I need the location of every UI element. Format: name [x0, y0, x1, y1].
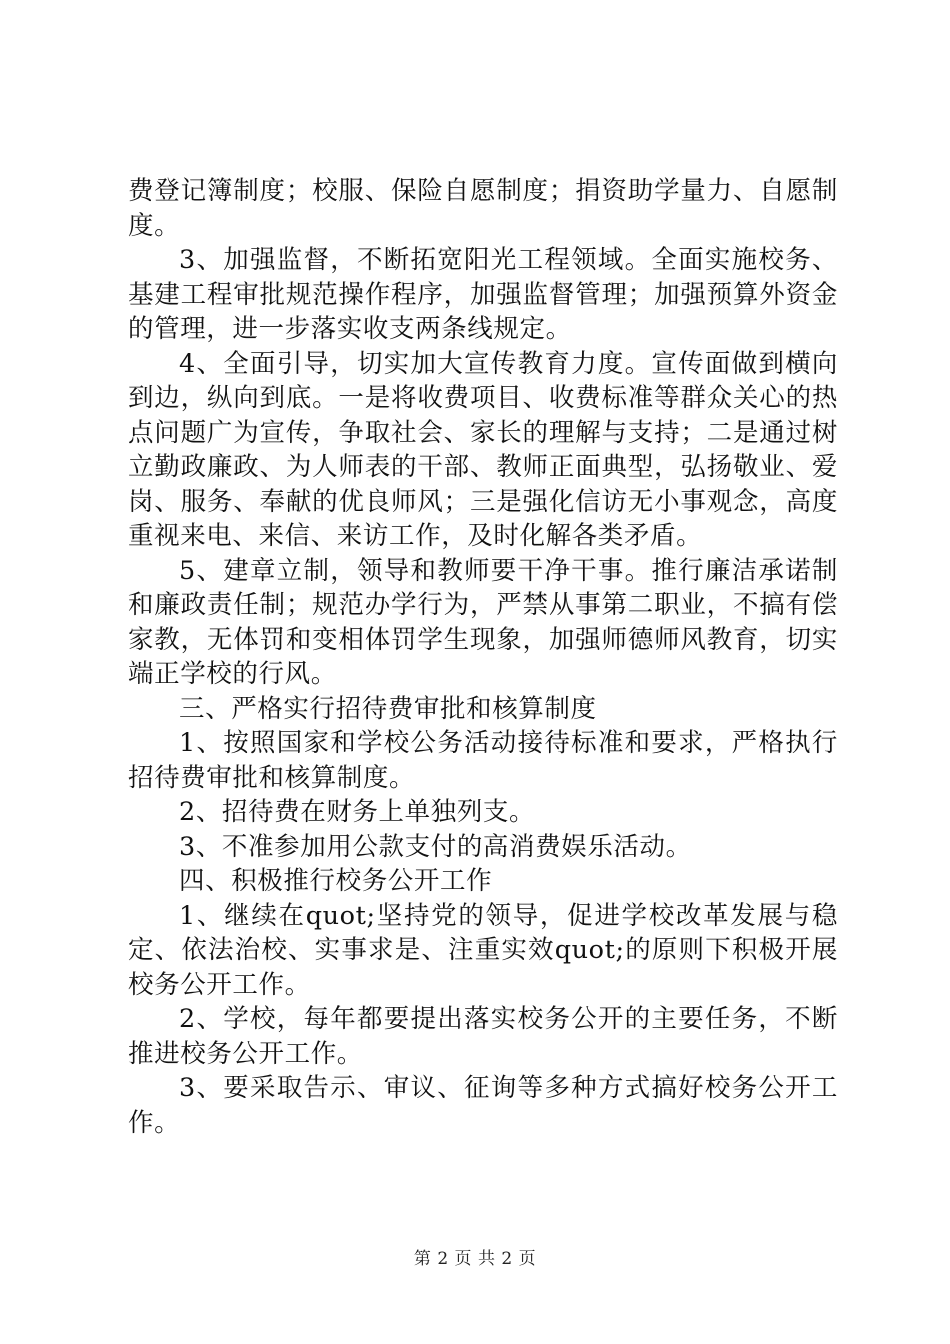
- paragraph-supervision: 3、加强监督，不断拓宽阳光工程领域。全面实施校务、基建工程审批规范操作程序，加强监督管理；加强预算外资金的管理，进一步落实收支两条线规定。: [128, 245, 838, 344]
- page-number-footer: 第 2 页 共 2 页: [413, 1249, 537, 1269]
- section-heading-openness: 四、积极推行校务公开工作: [179, 866, 493, 896]
- paragraph-openness-3: 3、要采取告示、审议、征询等多种方式搞好校务公开工作。: [128, 1073, 838, 1138]
- paragraph-continued: 费登记簿制度；校服、保险自愿制度；捐资助学量力、自愿制度。: [128, 176, 838, 241]
- section-heading-hospitality: 三、严格实行招待费审批和核算制度: [179, 693, 597, 724]
- document-body: [128, 174, 838, 1140]
- paragraph-regulations: 5、建章立制，领导和教师要干净干事。推行廉洁承诺制和廉政责任制；规范办学行为，严禁从事第二职业，不搞有偿家教，无体罚和变相体罚学生现象，加强师德师风教育，切实端正学校的行风。: [128, 555, 838, 689]
- paragraph-publicity: 4、全面引导，切实加大宣传教育力度。宣传面做到横向到边，纵向到底。一是将收费项目、收费标准等群众关心的热点问题广为宣传，争取社会、家长的理解与支持；二是通过树立勤政廉政、为人师表的干部、教师正面典型，弘扬敬业、爱岗、服务、奉献的优良师风；三是强化信访无小事观念，高度重视来电、来信、来访工作，及时化解各类矛盾。: [128, 348, 838, 551]
- paragraph-openness-2: 2、学校，每年都要提出落实校务公开的主要任务，不断推进校务公开工作。: [128, 1004, 838, 1069]
- paragraph-hospitality-3: 3、不准参加用公款支付的高消费娱乐活动。: [179, 831, 692, 862]
- paragraph-openness-1: 1、继续在quot;坚持党的领导，促进学校改革发展与稳定、依法治校、实事求是、注重实效quot;的原则下积极开展校务公开工作。: [128, 900, 838, 1000]
- paragraph-hospitality-1: 1、按照国家和学校公务活动接待标准和要求，严格执行招待费审批和核算制度。: [128, 728, 838, 793]
- paragraph-hospitality-2: 2、招待费在财务上单独列支。: [179, 797, 536, 827]
